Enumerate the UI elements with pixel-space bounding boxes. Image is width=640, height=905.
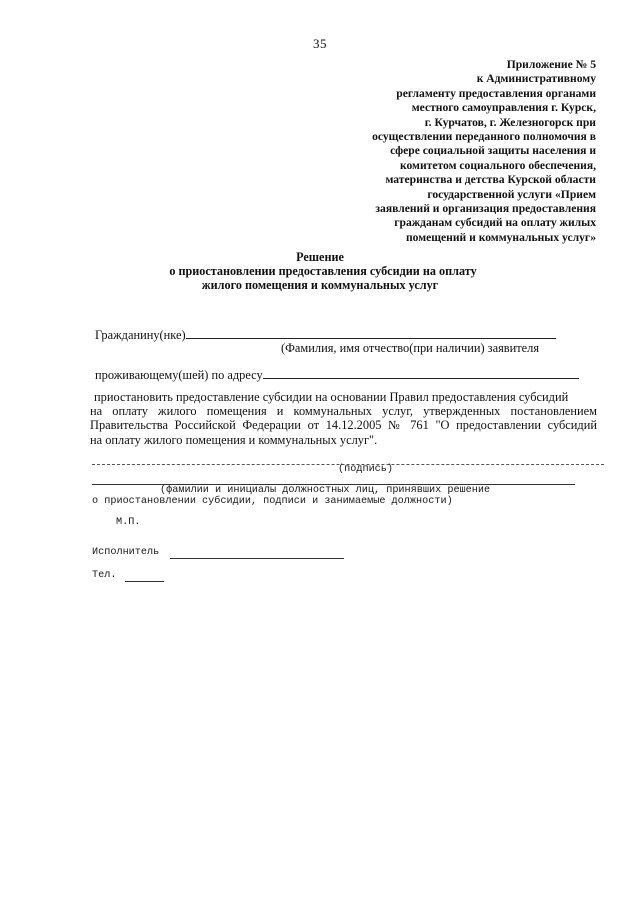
appendix-line: помещений и коммунальных услуг» (405, 230, 596, 244)
appendix-header (296, 58, 596, 245)
citizen-caption: (Фамилия, имя отчество(при наличии) заявителя (281, 341, 540, 355)
appendix-line: г. Курчатов, г. Железногорск при (424, 115, 596, 129)
address-field (95, 367, 579, 383)
phone-line (125, 581, 164, 582)
page-number: 35 (313, 36, 327, 51)
appendix-line: гражданам субсидий на оплату жилых (394, 216, 596, 230)
appendix-line: осуществлении переданного полномочия в (372, 130, 596, 144)
body-line: на оплату жилого помещения и коммунальных услуг, утвержденных постановлением (90, 404, 597, 419)
officials-caption-line2: о приостановлении субсидии, подписи и занимаемые должности) (92, 496, 453, 507)
officials-caption-line1: (фамилии и инициалы должностных лиц, принявших решение (160, 485, 491, 496)
decision-title-block (0, 250, 640, 292)
executor-field (92, 547, 159, 558)
decision-subtitle-line2: жилого помещения и коммунальных услуг (201, 278, 439, 292)
appendix-line: сфере социальной защиты населения и (390, 144, 596, 158)
body-line: на оплату жилого помещения и коммунальных услуг". (90, 432, 378, 447)
address-line (263, 367, 579, 379)
executor-label: Исполнитель (92, 547, 160, 558)
appendix-line: регламенту предоставления органами (396, 86, 596, 100)
body-line: приостановить предоставление субсидии на основании Правил предоставления субсидий (94, 390, 569, 404)
body-line: Правительства Российской Федерации от 14.12.2005 № 761 "О предоставлении субсидий (90, 418, 597, 433)
executor-line (170, 558, 344, 559)
phone-field (92, 570, 116, 581)
appendix-line: Приложение № 5 (506, 58, 596, 71)
citizen-name-line (186, 327, 556, 339)
appendix-line: материнства и детства Курской области (385, 173, 596, 187)
citizen-label: Гражданину(нке) (95, 328, 186, 342)
decision-title: Решение (296, 250, 344, 264)
appendix-line: местного самоуправления г. Курск, (411, 101, 596, 115)
signature-caption: (подпись) (338, 464, 394, 475)
decision-body (92, 390, 597, 447)
appendix-line: комитетом социального обеспечения, (399, 158, 596, 172)
appendix-line: государственной услуги «Прием (427, 187, 596, 201)
appendix-line: заявлений и организация предоставления (375, 202, 596, 216)
decision-subtitle-line1: о приостановлении предоставления субсидии на оплату (169, 264, 477, 278)
address-label: проживающему(шей) по адресу (95, 368, 263, 382)
stamp-label: М.П. (116, 517, 141, 528)
phone-label: Тел. (92, 570, 117, 581)
appendix-line: к Административному (476, 72, 596, 86)
